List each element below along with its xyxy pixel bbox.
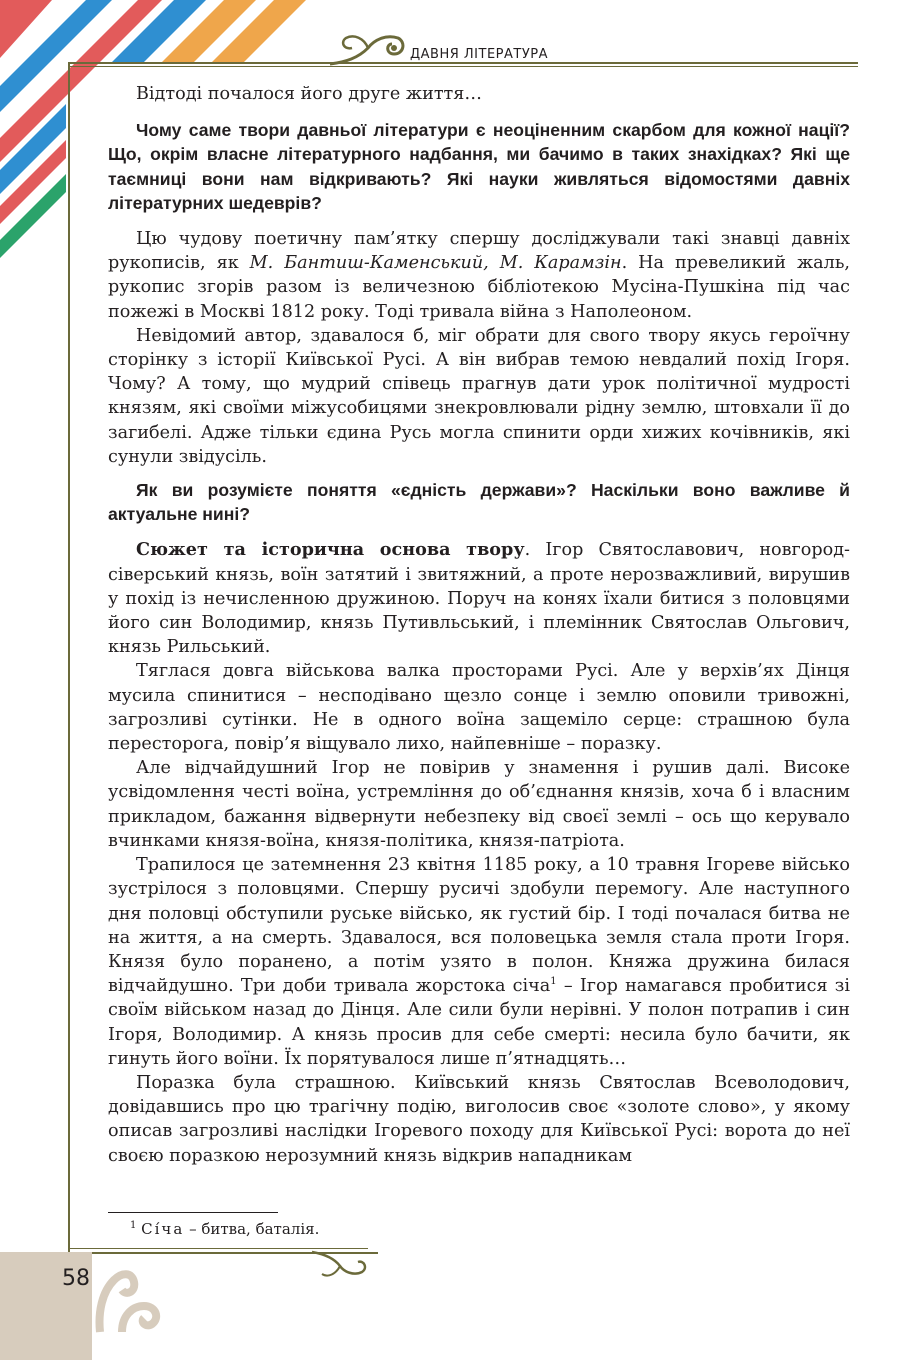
paragraph: Тяглася довга військова валка просторами Русі. Але у верхів’ях Дінця мусила спинитися – несподівано щезло сонце і землю оповили тривожні, загрозливі сутінки. Не в одного воїна защеміло серце: страшною була пересторога, повір’я віщувало лихо, найпевніше – поразку.: [108, 661, 850, 755]
corner-ornament-icon: [92, 1262, 170, 1340]
page-number: 58: [62, 1266, 90, 1291]
paragraph: Відтоді почалося його друге життя…: [136, 84, 482, 104]
paragraph: Цю чудову поетичну пам’ятку спершу досліджували такі знавці давніх рукописів, як М. Бантиш-Каменський, М. Карамзін. На превеликий жаль, рукопис згорів разом із величезною бібліотекою Мусіна-Пушкіна під час пожежі в Москві 1812 року. Тоді тривала війна з Наполеоном.: [108, 229, 850, 322]
flourish-ornament-icon: [328, 28, 408, 70]
italic-names: М. Бантиш-Каменський, М. Карамзін: [249, 253, 622, 274]
paragraph: Трапилося це затемнення 23 квітня 1185 року, а 10 травня Ігореве військо зустрілося з половцями. Спершу русичі здобули перемогу. Але наступного дня половці обступили руське військо, як густий бір. І тоді почалася битва не на життя, а на смерть. Здавалося, вся половецька земля стала проти Ігоря. Князя було поранено, а потім узято в полон. Княжа дружина билася відчайдушно. Три доби тривала жорстока січа$^1$ – Ігор намагався пробитися зі своїм військом назад до Дінця. Але сили були нерівні. У полон потрапив і син Ігоря, Володимир. А князь просив для себе смерті: несила було бачити, як гинуть його воїни. Їх порятувалося лише п’ятнадцять…: [108, 855, 850, 1069]
footnote-reference: 1: [550, 976, 557, 988]
section-heading: Сюжет та історична основа твору: [136, 539, 525, 561]
page-content: [108, 82, 850, 1168]
paragraph: Невідомий автор, здавалося б, міг обрати для свого твору якусь героїчну сторінку з історії Київської Русі. А він вибрав темою невдалий похід Ігоря. Чому? А тому, що мудрий співець прагнув дати урок політичної мудрості князям, які своїми міжусобицями знекровлювали рідну землю, штовхали її до загибелі. Адже тільки єдина Русь могла спинити орди хижих кочівників, які сунули звідусіль.: [108, 325, 850, 467]
frame-top-line-thin: [68, 66, 858, 67]
paragraph: Поразка була страшною. Київський князь Святослав Всеволодович, довідавшись про цю трагічну подію, виголосив своє «золоте слово», у якому описав загрозливі наслідки Ігоревого походу для Київської Русі: ворота до неї своєю поразкою нерозумний князь відкрив нападникам: [108, 1072, 850, 1166]
frame-top-line: [68, 62, 858, 64]
footnote-divider: [108, 1212, 278, 1213]
footnote: $^1$ Сі́ча – битва, баталія.: [130, 1220, 320, 1238]
paragraph: Сюжет та історична основа твору. Ігор Святославович, новгород-сіверський князь, воїн затятий і звитяжний, а проте нерозважливий, вирушив у похід із нечисленною дружиною. Поруч на конях їхали битися з половцями його син Володимир, князь Путивльський, і племінник Святослав Ольгович, князь Рильський.: [108, 539, 850, 658]
question-block: Як ви розумієте поняття «єдність держави»? Наскільки воно важливе й актуальне нині?: [108, 480, 850, 525]
question-block: Чому саме твори давньої літератури є неоціненним скарбом для кожної нації? Що, окрім власне літературного надбання, ми бачимо в таких знахідках? Які ще таємниці вони нам відкривають? Які науки живляться відомостями давніх літературних шедеврів?: [108, 120, 850, 213]
paragraph: Але відчайдушний Ігор не повірив у знамення і рушив далі. Високе усвідомлення честі воїна, устремління до об’єднання князів, хоча б і власним прикладом, бажання відвернути небезпеку від своєї землі – ось що керувало вчинками князя-воїна, князя-політика, князя-патріота.: [108, 758, 850, 851]
flourish-ornament-icon: [310, 1248, 370, 1280]
footnote-term: Сі́ча: [141, 1220, 185, 1238]
frame-left-line: [68, 62, 70, 1252]
section-title: ДАВНЯ ЛІТЕРАТУРА: [410, 47, 548, 62]
